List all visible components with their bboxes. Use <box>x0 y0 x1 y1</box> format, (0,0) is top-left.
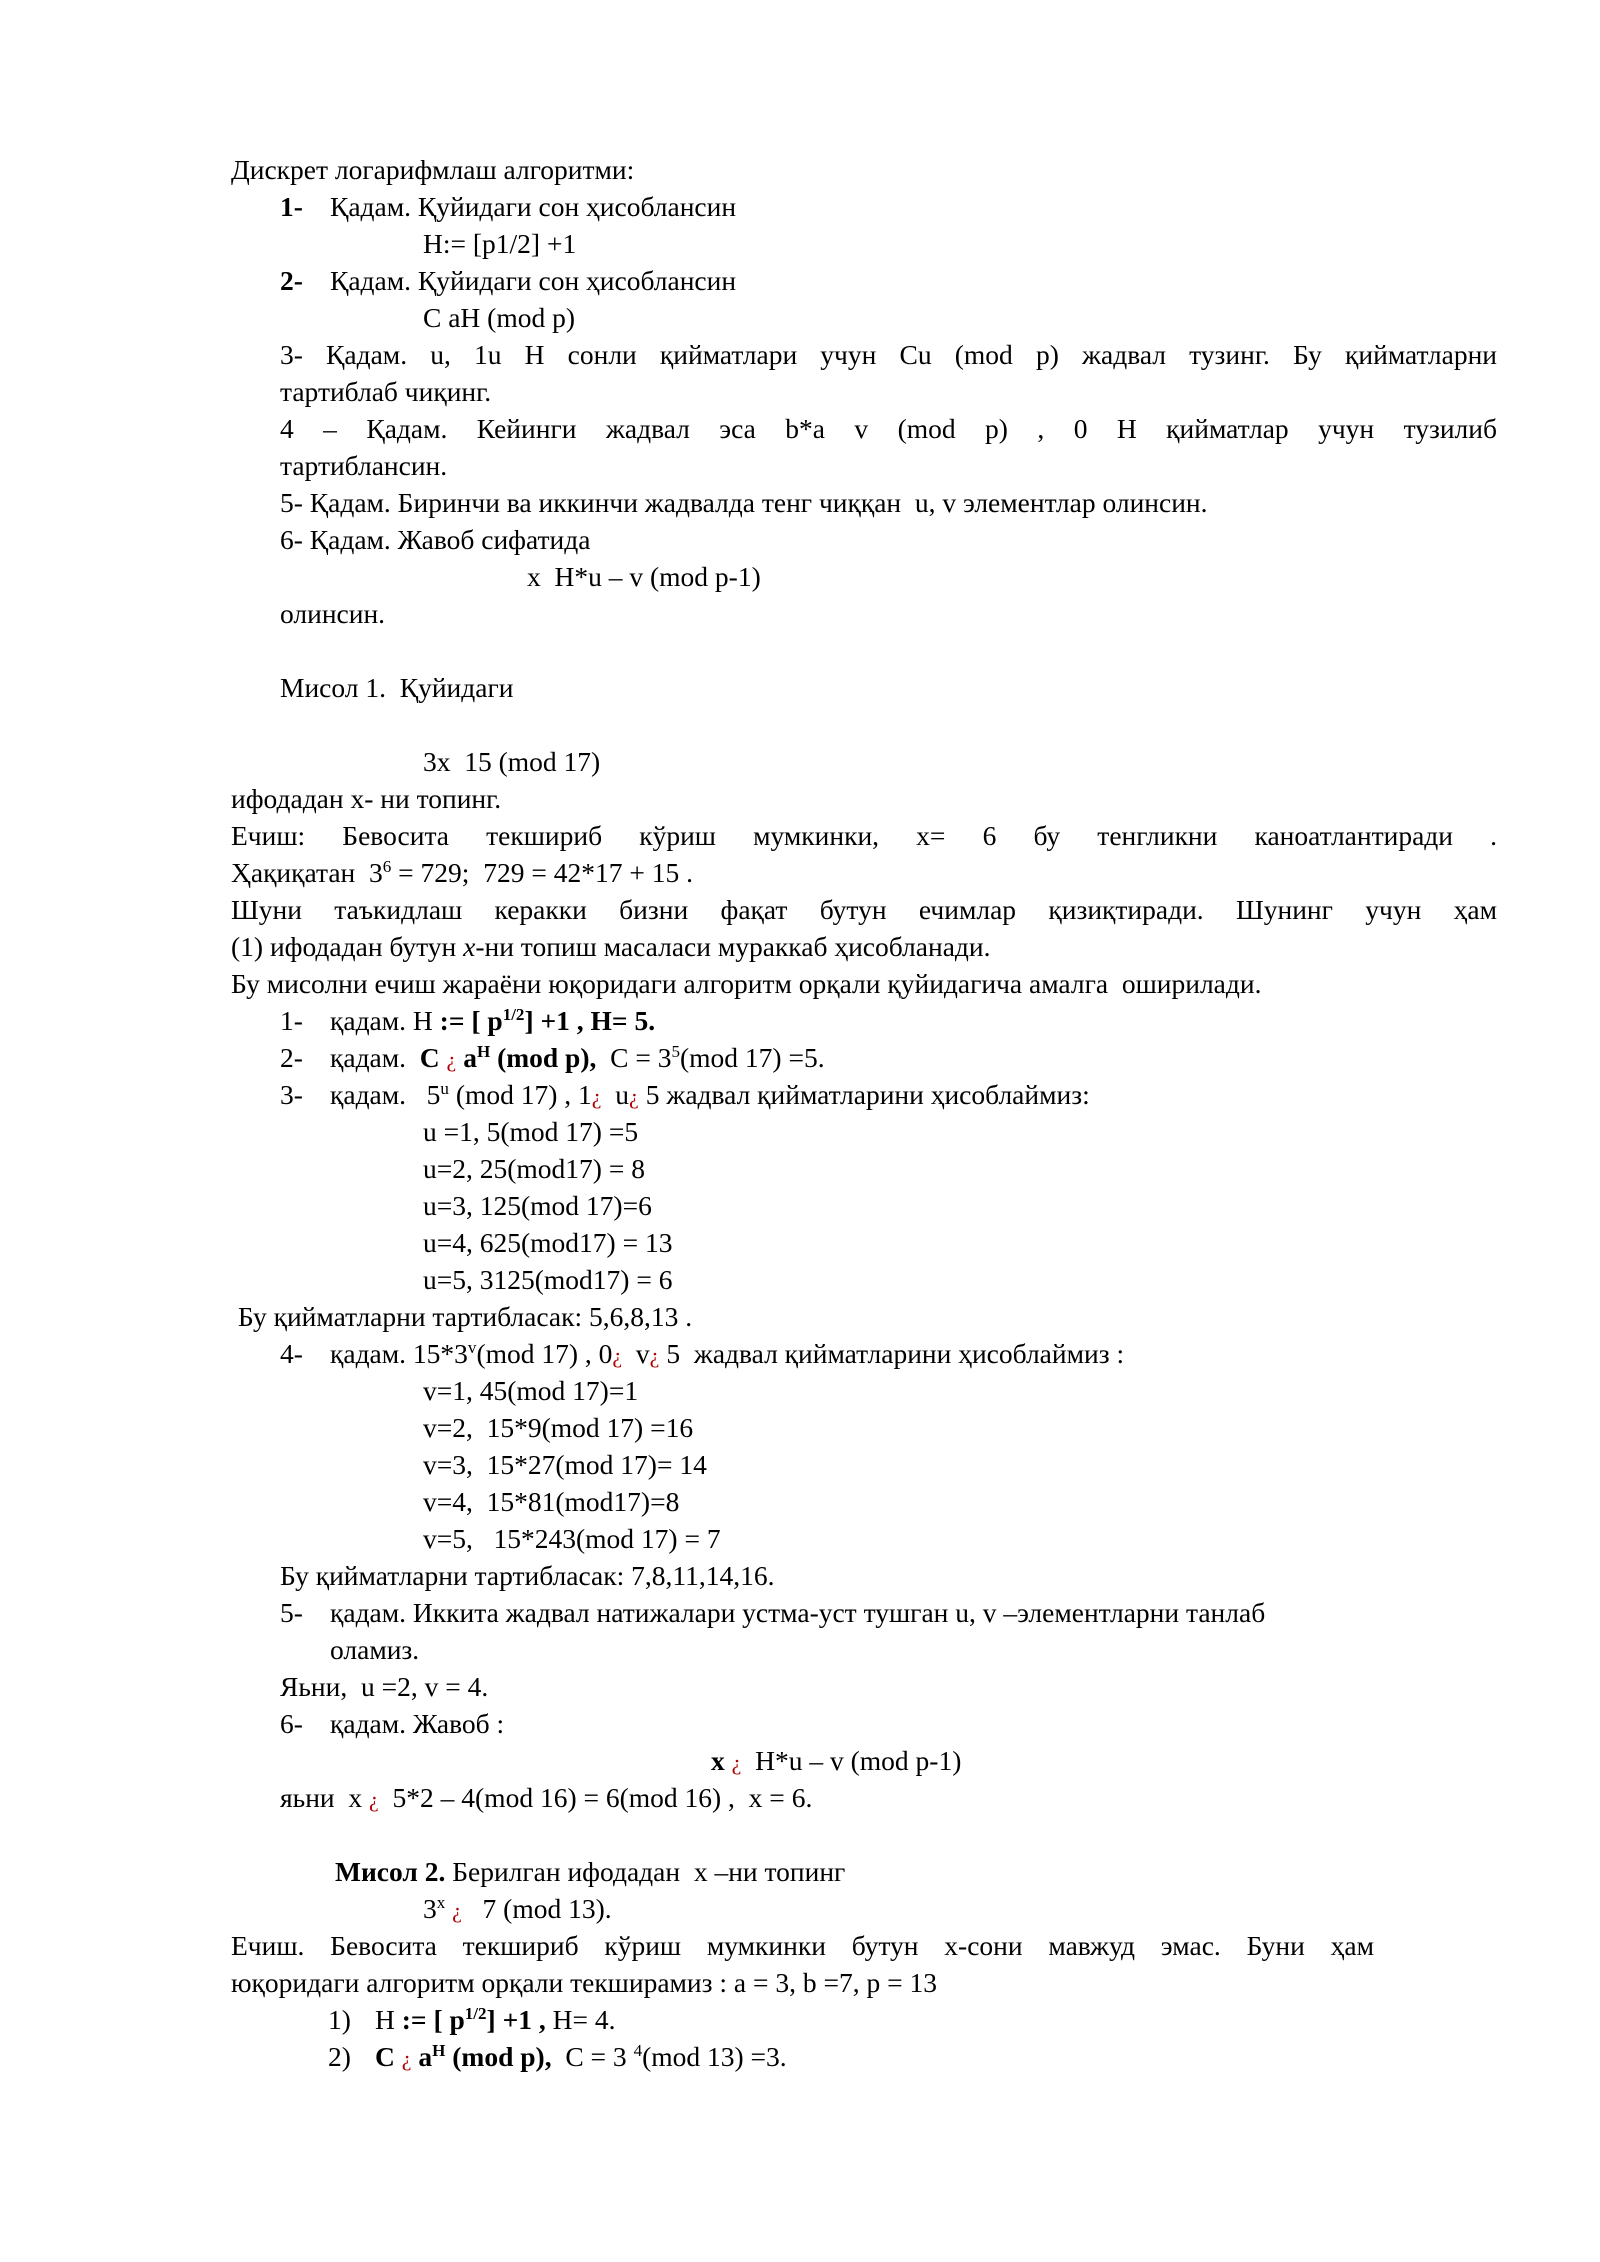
v-value-1: v=1, 45(mod 17)=1 <box>423 1375 639 1406</box>
step2-formula: C aH (mod p) <box>423 302 575 333</box>
step3-line2: тартиблаб чиқинг. <box>280 376 492 407</box>
example2-step1-number: 1) <box>328 2004 351 2035</box>
example1-intro: Бу мисолни ечиш жараёни юқоридаги алгоритм орқали қуйидагича амалга оширилади. <box>231 968 1262 999</box>
example1-step3: қадам. 5$^u$ (mod 17) , 1¿ u¿ 5 жадвал қийматларини ҳисоблаймиз: <box>330 1078 1090 1110</box>
step1-formula: H:= [p1/2] +1 <box>423 228 577 259</box>
v-value-4: v=4, 15*81(mod17)=8 <box>423 1486 680 1517</box>
example1-step1: қадам. H := [ $p^{1/2}] +1$ , H= 5. <box>330 1004 656 1036</box>
step4-line1: 4 – Қадам. Кейинги жадвал эса b*a v (mod p) , 0 H қийматлар учун тузилиб <box>280 413 1497 444</box>
example1-task: ифодадан x- ни топинг. <box>231 783 502 814</box>
example1-note-line1: Шуни таъкидлаш керакки бизни фақат бутун ечимлар қизиқтиради. Шунинг учун ҳам <box>231 894 1497 925</box>
example1-step5-line1: қадам. Иккита жадвал натижалари устма-уст тушган u, v –элементларни танлаб <box>330 1597 1266 1628</box>
example2-step2-number: 2) <box>328 2041 351 2072</box>
example1-step6-number: 6- <box>280 1708 303 1739</box>
example2-heading: Мисол 2. Берилган ифодадан x –ни топинг <box>335 1856 846 1887</box>
example2-step2: C ¿ $a^H$ (mod p), C = 3 $^4$(mod 13) =3. <box>375 2040 787 2072</box>
step5-text: 5- Қадам. Биринчи ва иккинчи жадвалда тенг чиққан u, v элементлар олинсин. <box>280 487 1208 518</box>
match-values: Яьни, u =2, v = 4. <box>280 1671 489 1702</box>
u-value-1: u =1, 5(mod 17) =5 <box>423 1116 639 1147</box>
step1-text: Қадам. Қуйидаги сон ҳисоблансин <box>330 191 737 222</box>
example1-step5-line2: оламиз. <box>330 1634 420 1665</box>
example2-equation: 3$^x$ ¿ 7 (mod 13). <box>423 1892 612 1924</box>
step3-line1: 3- Қадам. u, 1u H сонли қийматлари учун Cu (mod p) жадвал тузинг. Бу қийматларни <box>280 339 1497 370</box>
example1-heading: Мисол 1. Қуйидаги <box>280 672 514 703</box>
example1-step4-number: 4- <box>280 1338 303 1369</box>
step1-number: 1- <box>280 191 303 222</box>
step2-number: 2- <box>280 265 303 296</box>
section-title: Дискрет логарифмлаш алгоритми: <box>231 154 635 185</box>
example1-step4: қадам. 15*3$^v$(mod 17) , 0¿ v¿ 5 жадвал қийматларини ҳисоблаймиз : <box>330 1337 1125 1369</box>
example1-solution-line1: Ечиш: Бевосита текшириб кўриш мумкинки, x= 6 бу тенгликни каноатлантиради . <box>231 820 1497 851</box>
step6-tail: олинсин. <box>280 598 386 629</box>
step4-line2: тартиблансин. <box>280 450 448 481</box>
example1-step5-number: 5- <box>280 1597 303 1628</box>
example1-step2-number: 2- <box>280 1042 303 1073</box>
u-value-5: u=5, 3125(mod17) = 6 <box>423 1264 673 1295</box>
example2-step1: H := [ $p^{1/2}] +1$ , H= 4. <box>375 2003 616 2035</box>
u-value-3: u=3, 125(mod 17)=6 <box>423 1190 652 1221</box>
example1-step1-number: 1- <box>280 1005 303 1036</box>
step2-text: Қадам. Қуйидаги сон ҳисоблансин <box>330 265 737 296</box>
v-value-3: v=3, 15*27(mod 17)= 14 <box>423 1449 707 1480</box>
example2-solution-line1: Ечиш. Бевосита текшириб кўриш мумкинки бутун x-сони мавжуд эмас. Буни ҳам <box>231 1930 1374 1961</box>
example1-step6: қадам. Жавоб : <box>330 1708 505 1739</box>
v-sorted: Бу қийматларни тартибласак: 7,8,11,14,16. <box>280 1560 775 1591</box>
example1-step2: қадам. C ¿ $a^H$ (mod p), $C = 3^5(mod$ 17) =5. <box>330 1041 825 1073</box>
v-value-5: v=5, 15*243(mod 17) = 7 <box>423 1523 721 1554</box>
step6-formula: x H*u – v (mod p-1) <box>527 561 761 592</box>
example2-solution-line2: юқоридаги алгоритм орқали текширамиз : a = 3, b =7, p = 13 <box>231 1967 938 1998</box>
example1-note-line2: (1) ифодадан бутун x-ни топиш масаласи мураккаб ҳисобланади. <box>231 931 991 962</box>
step6-text: 6- Қадам. Жавоб сифатида <box>280 524 591 555</box>
example1-equation: 3x 15 (mod 17) <box>423 746 601 777</box>
v-value-2: v=2, 15*9(mod 17) =16 <box>423 1412 694 1443</box>
answer-formula: x ¿ H*u – v (mod p-1) <box>711 1745 962 1776</box>
u-value-4: u=4, 625(mod17) = 13 <box>423 1227 673 1258</box>
u-value-2: u=2, 25(mod17) = 8 <box>423 1153 645 1184</box>
example1-step3-number: 3- <box>280 1079 303 1110</box>
final-answer: яьни x ¿ 5*2 – 4(mod 16) = 6(mod 16) , x = 6. <box>280 1782 813 1813</box>
u-sorted: Бу қийматларни тартибласак: 5,6,8,13 . <box>231 1301 693 1332</box>
example1-solution-line2: Ҳақиқатан $3^6 = 729$; 729 = 42*17 + 15 . <box>231 856 693 888</box>
